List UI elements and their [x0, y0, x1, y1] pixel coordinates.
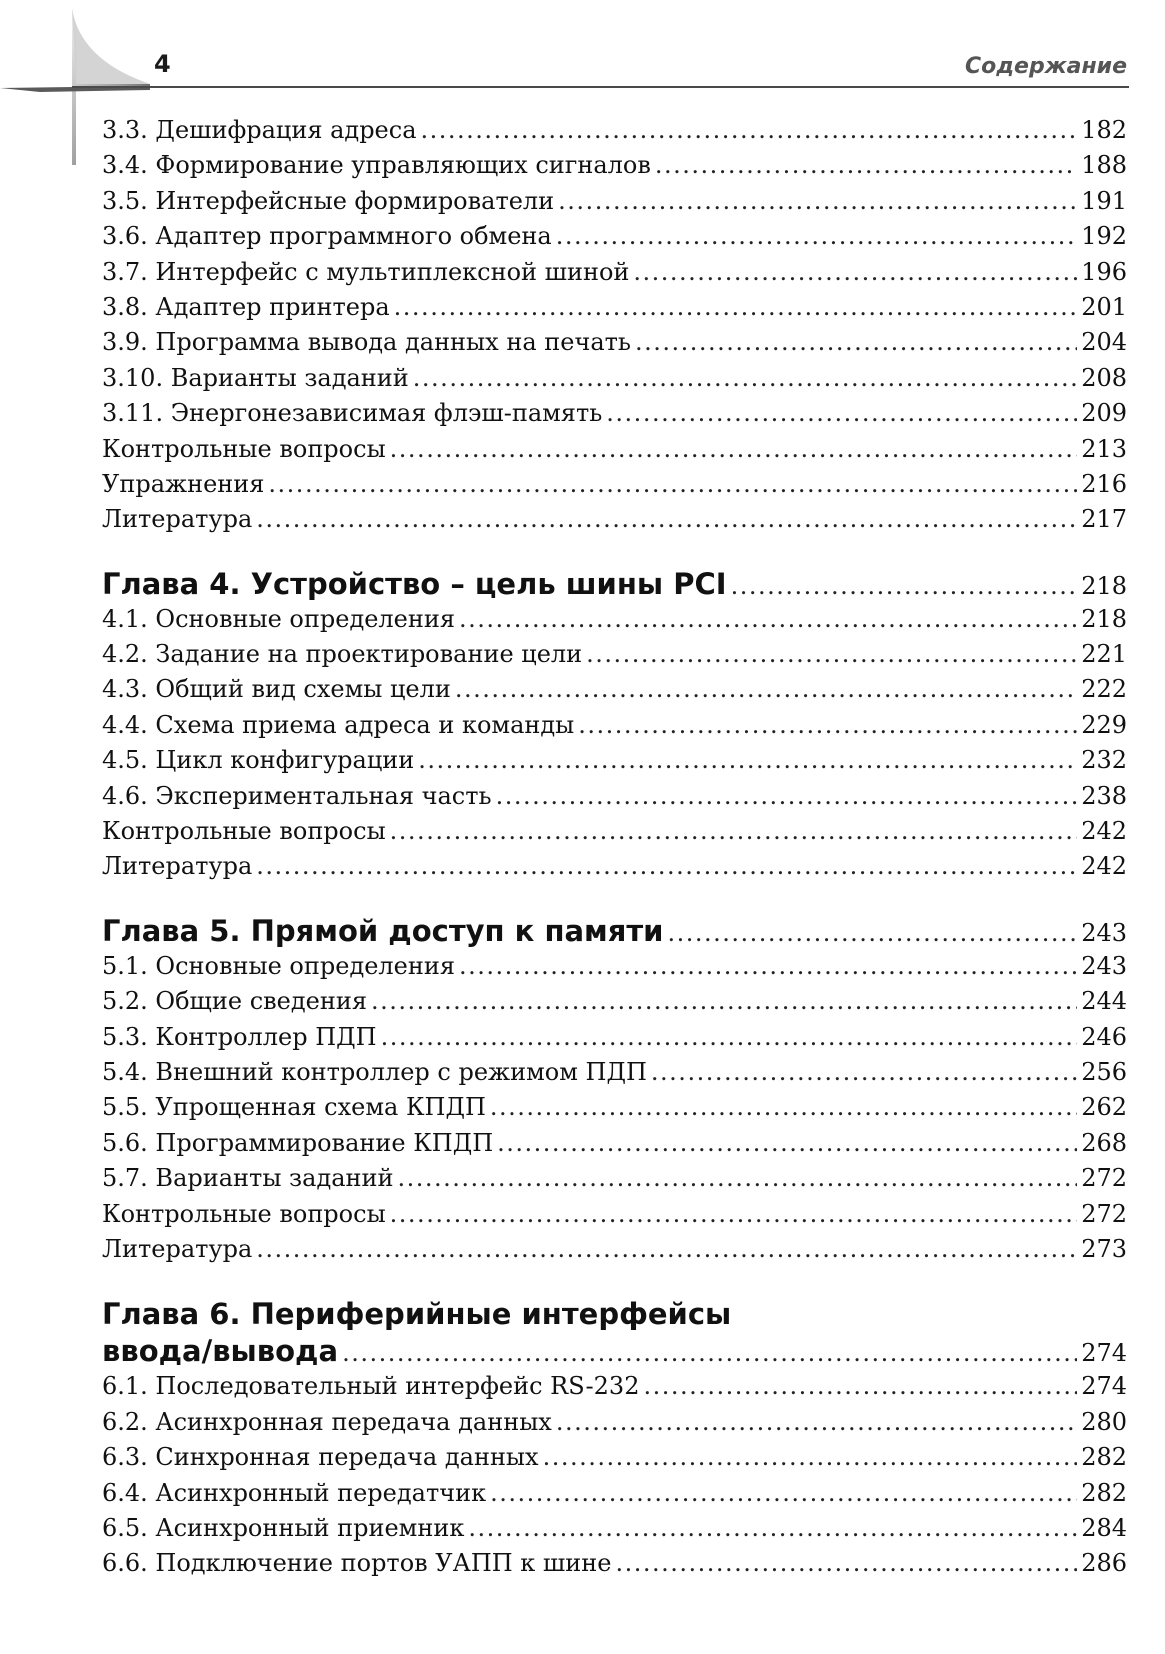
toc-entry[interactable]: [102, 255, 1127, 290]
dot-leader: [394, 290, 1078, 325]
toc-entry[interactable]: [102, 1232, 1127, 1267]
entry-page: 244: [1081, 987, 1127, 1016]
toc-chapter-heading[interactable]: [102, 913, 1127, 949]
entry-page: 196: [1081, 257, 1127, 286]
dot-leader: [459, 602, 1077, 637]
toc-entry[interactable]: [102, 743, 1127, 778]
dot-leader: [731, 568, 1078, 604]
toc-entry[interactable]: [102, 1369, 1127, 1404]
chapter-page: 243: [1081, 918, 1127, 947]
entry-page: 221: [1081, 640, 1127, 669]
toc-entry[interactable]: [102, 1511, 1127, 1546]
dot-leader: [413, 361, 1077, 396]
dot-leader: [256, 502, 1077, 537]
entry-page: 232: [1081, 746, 1127, 775]
entry-page: 201: [1081, 292, 1127, 321]
entry-title: 3.10. Варианты заданий: [102, 363, 409, 392]
entry-title: Литература: [102, 1234, 253, 1263]
entry-title: Контрольные вопросы: [102, 817, 386, 846]
dot-leader: [543, 1440, 1078, 1475]
dot-leader: [655, 148, 1077, 183]
entry-page: 268: [1081, 1128, 1127, 1157]
running-title: Содержание: [965, 54, 1127, 79]
toc-entry[interactable]: [102, 1161, 1127, 1196]
entry-page: 272: [1081, 1199, 1127, 1228]
chapter-title: ввода/вывода: [102, 1334, 339, 1369]
toc-entry[interactable]: [102, 1197, 1127, 1232]
chapter-title: Глава 5. Прямой доступ к памяти: [102, 913, 664, 948]
entry-page: 213: [1081, 434, 1127, 463]
entry-page: 208: [1081, 363, 1127, 392]
entry-title: Упражнения: [102, 469, 265, 498]
toc-chapter-heading[interactable]: [102, 566, 1127, 602]
toc-entry[interactable]: [102, 219, 1127, 254]
toc-entry[interactable]: [102, 1405, 1127, 1440]
dot-leader: [497, 1126, 1077, 1161]
entry-title: 6.1. Последовательный интерфейс RS-232: [102, 1372, 640, 1401]
entry-title: Литература: [102, 505, 253, 534]
entry-title: 4.2. Задание на проектирование цели: [102, 640, 583, 669]
toc-entry[interactable]: [102, 1020, 1127, 1055]
entry-title: 5.4. Внешний контроллер с режимом ПДП: [102, 1057, 647, 1086]
dot-leader: [586, 637, 1077, 672]
dot-leader: [390, 1197, 1078, 1232]
toc-entry[interactable]: [102, 984, 1127, 1019]
entry-page: 218: [1081, 604, 1127, 633]
dot-leader: [398, 1161, 1078, 1196]
toc-entry[interactable]: [102, 1090, 1127, 1125]
entry-title: 4.3. Общий вид схемы цели: [102, 675, 451, 704]
entry-page: 246: [1081, 1022, 1127, 1051]
dot-leader: [459, 949, 1077, 984]
dot-leader: [421, 113, 1078, 148]
entry-page: 216: [1081, 469, 1127, 498]
entry-title: 6.2. Асинхронная передача данных: [102, 1407, 552, 1436]
entry-page: 222: [1081, 675, 1127, 704]
entry-title: 6.3. Синхронная передача данных: [102, 1443, 539, 1472]
entry-page: 238: [1081, 781, 1127, 810]
toc-entry[interactable]: [102, 708, 1127, 743]
toc-entry[interactable]: [102, 432, 1127, 467]
dot-leader: [668, 915, 1078, 951]
entry-page: 286: [1081, 1549, 1127, 1578]
entry-page: 182: [1081, 116, 1127, 144]
chapter-page: 274: [1081, 1339, 1127, 1368]
dot-leader: [256, 1232, 1077, 1267]
dot-leader: [455, 672, 1077, 707]
entry-title: 3.11. Энергонезависимая флэш-память: [102, 399, 603, 428]
dot-leader: [390, 432, 1078, 467]
dot-leader: [556, 1405, 1077, 1440]
dot-leader: [381, 1020, 1078, 1055]
toc-entry[interactable]: [102, 637, 1127, 672]
chapter-title-line1: Глава 6. Периферийные интерфейсы: [102, 1297, 732, 1332]
toc-entry[interactable]: [102, 396, 1127, 431]
toc-entry[interactable]: [102, 602, 1127, 637]
entry-title: 4.5. Цикл конфигурации: [102, 746, 415, 775]
entry-page: 243: [1081, 951, 1127, 980]
table-of-contents: [102, 113, 1127, 1582]
toc-entry[interactable]: [102, 1476, 1127, 1511]
entry-page: 242: [1081, 852, 1127, 881]
entry-page: 204: [1081, 328, 1127, 357]
entry-title: 6.6. Подключение портов УАПП к шине: [102, 1549, 612, 1578]
entry-title: Контрольные вопросы: [102, 434, 386, 463]
toc-entry[interactable]: [102, 290, 1127, 325]
dot-leader: [651, 1055, 1077, 1090]
toc-entry[interactable]: [102, 672, 1127, 707]
dot-leader: [496, 779, 1078, 814]
entry-title: 5.6. Программирование КПДП: [102, 1128, 494, 1157]
dot-leader: [558, 184, 1077, 219]
entry-title: 6.4. Асинхронный передатчик: [102, 1478, 487, 1507]
entry-page: 191: [1081, 186, 1127, 215]
toc-entry[interactable]: [102, 184, 1127, 219]
entry-page: 188: [1081, 151, 1127, 180]
toc-entry[interactable]: [102, 949, 1127, 984]
entry-title: 3.5. Интерфейсные формирователи: [102, 186, 555, 215]
toc-entry[interactable]: [102, 467, 1127, 502]
toc-entry[interactable]: [102, 779, 1127, 814]
entry-title: 5.3. Контроллер ПДП: [102, 1022, 377, 1051]
toc-entry[interactable]: [102, 148, 1127, 183]
toc-entry[interactable]: [102, 113, 1127, 148]
entry-title: 4.4. Схема приема адреса и команды: [102, 710, 575, 739]
entry-page: 280: [1081, 1407, 1127, 1436]
entry-page: 256: [1081, 1057, 1127, 1086]
dot-leader: [468, 1511, 1077, 1546]
dot-leader: [643, 1369, 1077, 1404]
entry-page: 262: [1081, 1093, 1127, 1122]
toc-chapter-heading[interactable]: [102, 1333, 1127, 1369]
entry-page: 217: [1081, 505, 1127, 534]
entry-title: 3.6. Адаптер программного обмена: [102, 222, 552, 251]
entry-page: 192: [1081, 222, 1127, 251]
header-rule: [72, 86, 1129, 88]
toc-entry[interactable]: [102, 502, 1127, 537]
toc-entry[interactable]: [102, 325, 1127, 360]
toc-entry[interactable]: [102, 1055, 1127, 1090]
entry-title: 5.1. Основные определения: [102, 951, 456, 980]
entry-title: 5.7. Варианты заданий: [102, 1164, 394, 1193]
entry-title: Литература: [102, 852, 253, 881]
page-number: 4: [154, 50, 171, 78]
dot-leader: [633, 255, 1077, 290]
entry-title: 3.7. Интерфейс с мультиплексной шиной: [102, 257, 630, 286]
dot-leader: [606, 396, 1077, 431]
entry-page: 272: [1081, 1164, 1127, 1193]
dot-leader: [615, 1546, 1077, 1581]
dot-leader: [635, 325, 1077, 360]
dot-leader: [490, 1476, 1077, 1511]
dot-leader: [371, 984, 1077, 1019]
entry-page: 209: [1081, 399, 1127, 428]
entry-title: 3.4. Формирование управляющих сигналов: [102, 151, 651, 180]
entry-title: Контрольные вопросы: [102, 1199, 386, 1228]
entry-title: 3.9. Программа вывода данных на печать: [102, 328, 631, 357]
entry-title: 4.6. Экспериментальная часть: [102, 781, 492, 810]
dot-leader: [556, 219, 1077, 254]
toc-entry[interactable]: [102, 1440, 1127, 1475]
dot-leader: [390, 814, 1078, 849]
entry-page: 282: [1081, 1443, 1127, 1472]
entry-page: 242: [1081, 817, 1127, 846]
dot-leader: [490, 1090, 1077, 1125]
entry-title: 5.5. Упрощенная схема КПДП: [102, 1093, 486, 1122]
entry-page: 274: [1081, 1372, 1127, 1401]
dot-leader: [256, 849, 1077, 884]
dot-leader: [418, 743, 1077, 778]
chapter-title: Глава 4. Устройство – цель шины PCI: [102, 566, 727, 601]
dot-leader: [578, 708, 1077, 743]
entry-page: 273: [1081, 1234, 1127, 1263]
dot-leader: [268, 467, 1077, 502]
entry-title: 6.5. Асинхронный приемник: [102, 1513, 465, 1542]
toc-entry[interactable]: [102, 814, 1127, 849]
dot-leader: [342, 1335, 1077, 1371]
entry-title: 4.1. Основные определения: [102, 604, 456, 633]
entry-page: 284: [1081, 1513, 1127, 1542]
toc-entry[interactable]: [102, 849, 1127, 884]
toc-entry[interactable]: [102, 1546, 1127, 1581]
entry-title: 3.8. Адаптер принтера: [102, 292, 390, 321]
entry-title: 3.3. Дешифрация адреса: [102, 116, 417, 144]
chapter-page: 218: [1081, 571, 1127, 600]
entry-page: 282: [1081, 1478, 1127, 1507]
entry-page: 229: [1081, 710, 1127, 739]
entry-title: 5.2. Общие сведения: [102, 987, 367, 1016]
toc-entry[interactable]: [102, 1126, 1127, 1161]
toc-entry[interactable]: [102, 361, 1127, 396]
